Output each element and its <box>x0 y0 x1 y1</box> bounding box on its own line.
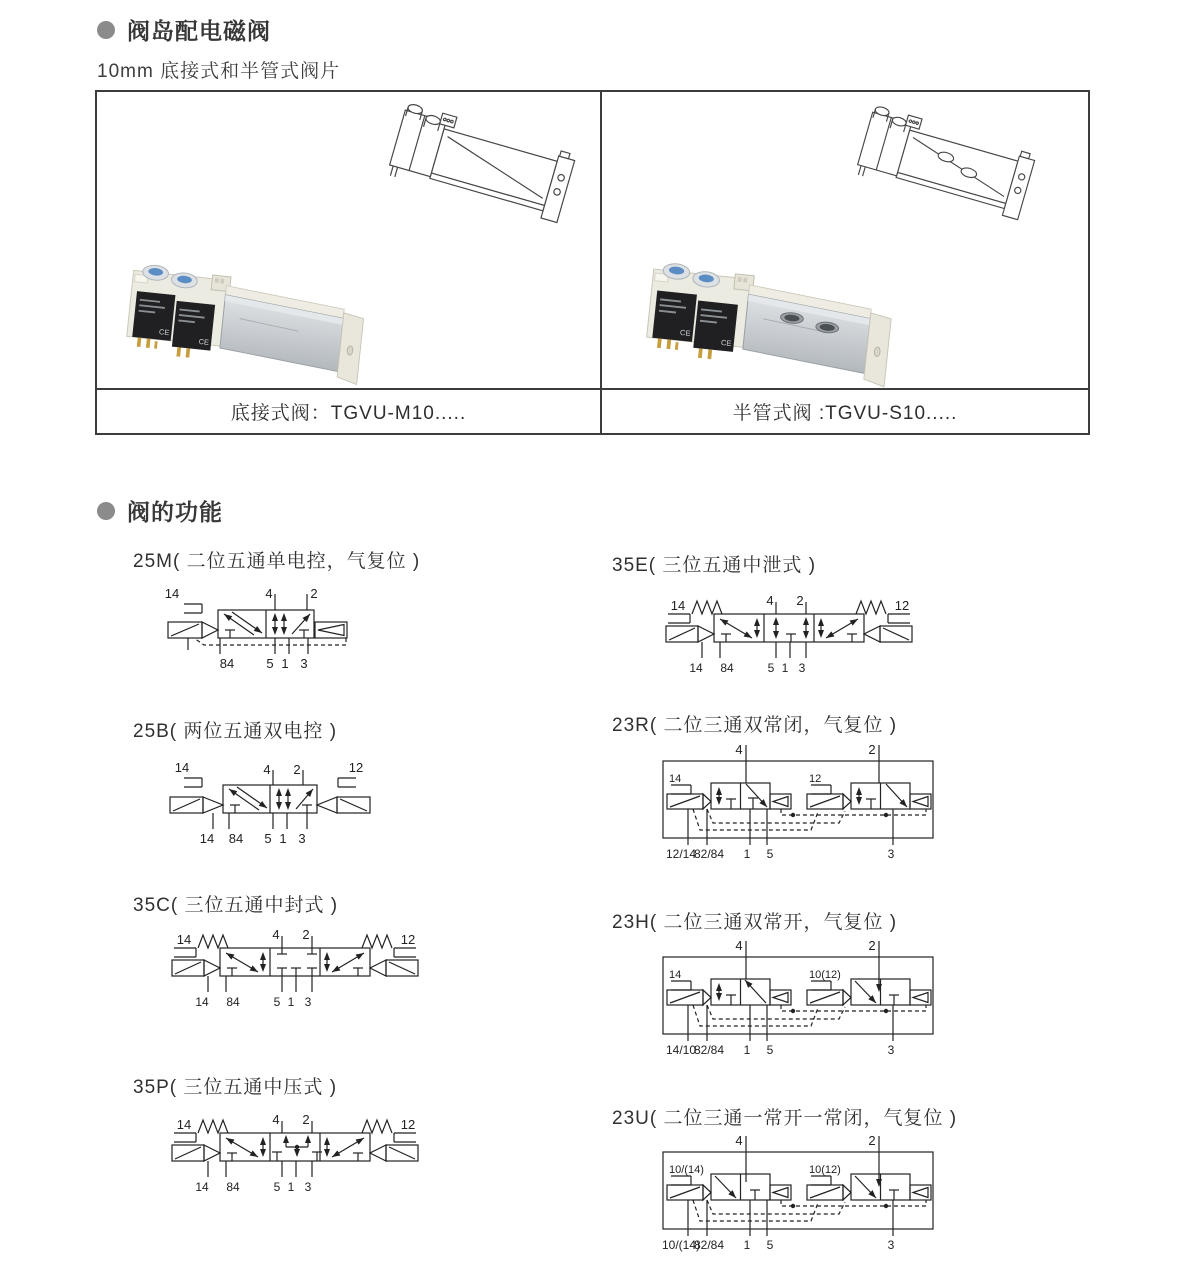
port-label: 1 <box>281 656 289 671</box>
port-label: 3 <box>300 656 308 671</box>
port-label: 3 <box>887 1043 895 1057</box>
port-label: 10(12) <box>809 1164 841 1176</box>
table-cell-m10-image <box>97 92 600 388</box>
port-label: 14 <box>199 831 215 846</box>
valve-table-caption-row <box>97 388 1088 433</box>
port-label: 84 <box>720 661 734 675</box>
port-label: 12 <box>894 598 910 613</box>
section2-header <box>97 494 223 527</box>
port-label: 14 <box>195 995 209 1009</box>
valve-symbol-23R <box>663 742 933 861</box>
port-label: 84 <box>226 1180 240 1194</box>
diagram-label-25B: 25B( 两位五通双电控 ) <box>133 721 338 742</box>
port-label: 5 <box>767 661 775 675</box>
port-label: 4 <box>735 1133 743 1148</box>
valve-symbol-23U <box>662 1133 933 1252</box>
caption-s10: 半管式阀 :TGVU-S10..... <box>600 390 1088 433</box>
port-label: 1 <box>287 995 295 1009</box>
port-label: 14 <box>176 932 192 947</box>
valve-table-image-row <box>97 92 1088 388</box>
caption-m10: 底接式阀：TGVU-M10..... <box>230 403 467 424</box>
valve-symbol-35P <box>172 1112 418 1194</box>
diagram-label-35E: 35E( 三位五通中泄式 ) <box>612 555 817 576</box>
port-label: 4 <box>263 762 271 777</box>
table-cell-s10-image <box>600 92 1088 388</box>
port-label: 4 <box>735 938 743 953</box>
section1-bullet-icon <box>97 21 115 39</box>
port-label: 2 <box>293 762 301 777</box>
port-label: 1 <box>781 661 789 675</box>
port-label: 14 <box>164 586 180 601</box>
port-label: 3 <box>887 847 895 861</box>
port-label: 12 <box>348 760 364 775</box>
port-label: 14 <box>669 773 682 785</box>
port-label: 5 <box>273 995 281 1009</box>
port-label: 14 <box>174 760 190 775</box>
port-label: 84 <box>219 656 235 671</box>
port-label: 1 <box>279 831 287 846</box>
port-label: 14 <box>689 661 703 675</box>
valve-symbol-25B <box>170 760 370 846</box>
port-label: 2 <box>868 1133 876 1148</box>
port-label: 14/10 <box>665 1043 697 1057</box>
port-label: 14 <box>176 1117 192 1132</box>
port-label: 4 <box>265 586 273 601</box>
port-label: 3 <box>887 1238 895 1252</box>
port-label: 14 <box>670 598 686 613</box>
port-label: 4 <box>272 1112 280 1127</box>
port-label: 12 <box>400 932 416 947</box>
port-label: 12 <box>400 1117 416 1132</box>
port-label: 5 <box>273 1180 281 1194</box>
port-label: 3 <box>298 831 306 846</box>
port-label: 5 <box>766 1238 774 1252</box>
port-label: 84 <box>228 831 244 846</box>
port-label: 10(12) <box>809 969 841 981</box>
port-label: 2 <box>302 927 310 942</box>
diagram-label-23H: 23H( 二位三通双常开，气复位 ) <box>612 912 898 933</box>
port-label: 10/(14) <box>669 1164 704 1176</box>
port-label: 3 <box>798 661 806 675</box>
section1-subtitle: 10mm 底接式和半管式阀片 <box>97 61 341 82</box>
diagram-label-23U: 23U( 二位三通一常开一常闭，气复位 ) <box>612 1108 958 1129</box>
port-label: 2 <box>796 593 804 608</box>
section2-bullet-icon <box>97 502 115 520</box>
port-label: 5 <box>266 656 274 671</box>
port-label: 82/84 <box>693 1043 725 1057</box>
valve-symbol-35E <box>666 593 912 675</box>
port-label: 2 <box>868 742 876 757</box>
port-label: 5 <box>766 847 774 861</box>
port-label: 5 <box>264 831 272 846</box>
diagram-label-25M: 25M( 二位五通单电控，气复位 ) <box>133 551 421 572</box>
port-label: 14 <box>669 969 682 981</box>
section1-title: 阀岛配电磁阀 <box>127 18 271 44</box>
port-label: 4 <box>735 742 743 757</box>
port-label: 2 <box>302 1112 310 1127</box>
port-label: 12 <box>809 773 822 785</box>
port-label: 84 <box>226 995 240 1009</box>
port-label: 4 <box>766 593 774 608</box>
port-label: 3 <box>304 1180 312 1194</box>
port-label: 14 <box>195 1180 209 1194</box>
section1-header <box>97 13 271 46</box>
port-label: 1 <box>743 1238 751 1252</box>
diagram-label-35P: 35P( 三位五通中压式 ) <box>133 1077 338 1098</box>
valve-symbol-25M <box>165 586 347 671</box>
port-label: 10/(14) <box>661 1238 701 1252</box>
port-label: 2 <box>868 938 876 953</box>
port-label: 1 <box>287 1180 295 1194</box>
artwork-layer: CE CE 14 4 284 5 1 3 14 124 214 84 5 1 3 14 124 214 84 5 1 3 4 214 1212/1482/84 1 5 3 14 124 214 84 5 1 3 4 214 10(12)14/1082/84 1 5 3 14 124 214 84 5 1 3 4 210/(14) 10(12)10/(14)82/84 1 5 3 <box>0 0 1200 1265</box>
valve-symbol-23H <box>663 938 933 1057</box>
port-label: 1 <box>743 847 751 861</box>
port-label: 3 <box>304 995 312 1009</box>
port-label: 2 <box>310 586 318 601</box>
port-label: 82/84 <box>693 1238 725 1252</box>
port-label: 4 <box>272 927 280 942</box>
section2-title: 阀的功能 <box>127 499 223 525</box>
diagram-label-23R: 23R( 二位三通双常闭，气复位 ) <box>612 715 898 736</box>
port-label: 5 <box>766 1043 774 1057</box>
valve-table <box>95 90 1090 435</box>
port-label: 1 <box>743 1043 751 1057</box>
valve-symbol-35C <box>172 927 418 1009</box>
port-label: 82/84 <box>693 847 725 861</box>
port-label: 12/14 <box>665 847 697 861</box>
diagram-label-35C: 35C( 三位五通中封式 ) <box>133 895 339 916</box>
